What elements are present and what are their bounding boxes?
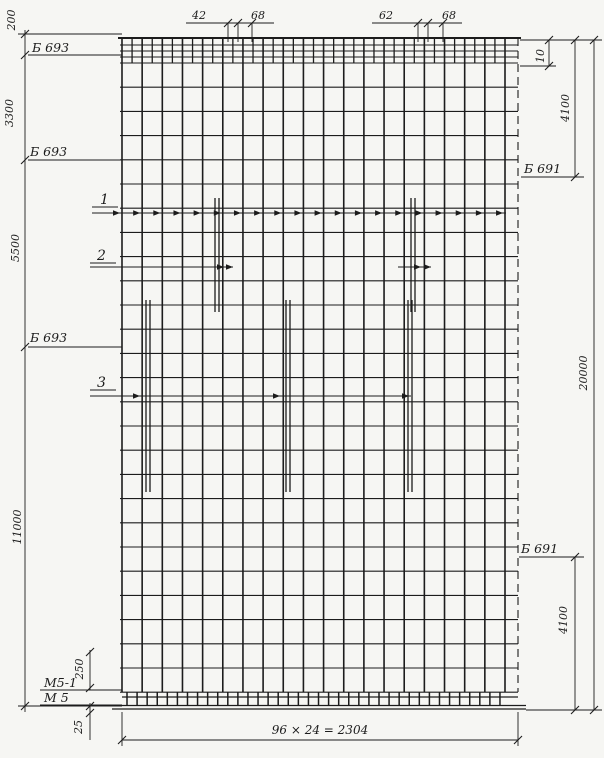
dim-200: 200 [5,9,18,31]
dim-250: 250 [73,658,86,680]
mark-label-m5: М 5 [44,690,69,705]
dim-25: 25 [72,720,85,734]
dim-total-bottom: 96 × 24 = 2304 [271,723,369,737]
grade-label-b693-2: Б 693 [30,144,68,159]
callout-1-label: 1 [100,192,109,208]
dimension-ticks [21,19,598,744]
dim-68-right: 68 [442,9,456,22]
grade-label-b693-3: Б 693 [30,330,68,345]
dim-11000: 11000 [11,509,24,545]
dim-4100-bottom: 4100 [557,606,570,634]
dim-42: 42 [192,9,206,22]
dim-68-left: 68 [251,9,265,22]
dim-4100-top: 4100 [559,94,572,122]
mark-label-m5-1: М5-1 [44,675,77,690]
callout-underlines [90,207,118,390]
dim-20000: 20000 [577,355,590,391]
grade-label-b693-1: Б 693 [32,40,70,55]
grade-label-b691-1: Б 691 [524,161,562,176]
grade-label-b691-2: Б 691 [521,541,559,556]
dim-3300: 3300 [3,99,16,127]
left-dimension-lines [18,30,122,712]
reinforcement-mesh [112,38,526,709]
callout-3-label: 3 [97,375,106,391]
dim-10: 10 [534,49,547,63]
dim-5500: 5500 [9,234,22,262]
callout-2-label: 2 [97,248,106,264]
dim-62: 62 [379,9,393,22]
